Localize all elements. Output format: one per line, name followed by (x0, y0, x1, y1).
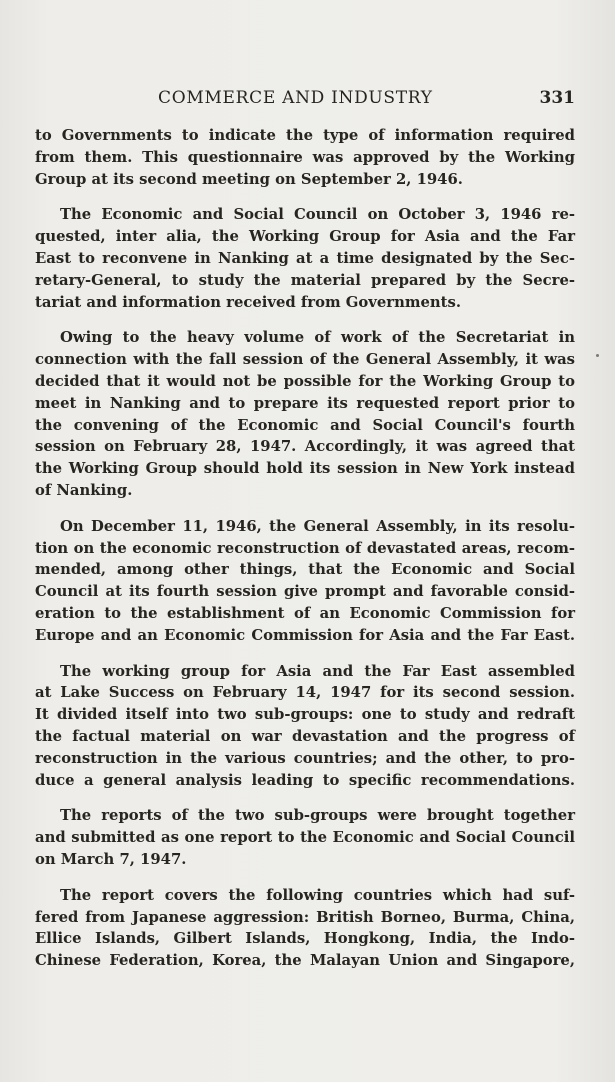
text-line: quested, inter alia, the Working Group for Asia and the Far (35, 228, 575, 246)
page-header (35, 88, 575, 114)
text-line: The reports of the two sub-groups were brought together (60, 807, 575, 825)
text-line: The working group for Asia and the Far East assembled (60, 662, 575, 680)
paragraph-7 (35, 885, 575, 972)
paragraph-5 (35, 661, 575, 792)
text-line: retary-General, to study the material prepared by the Secre- (35, 271, 575, 289)
text-line: the Working Group should hold its session in New York instead (35, 460, 575, 478)
text-line: the factual material on war devastation and the progress of (35, 727, 575, 745)
text-line: On December 11, 1946, the General Assembly, in its resolu- (60, 517, 575, 535)
running-title: COMMERCE AND INDUSTRY (158, 88, 433, 108)
text-line: Owing to the heavy volume of work of the Secretariat in (60, 329, 575, 347)
text-line: eration to the establishment of an Economic Commission for (35, 604, 575, 622)
text-line: to Governments to indicate the type of information required (35, 127, 575, 144)
text-line: duce a general analysis leading to specific recommendations. (35, 771, 575, 789)
text-line: The report covers the following countries which had suf- (60, 886, 575, 904)
text-line: Chinese Federation, Korea, the Malayan Union and Singapore, (35, 952, 575, 970)
text-line: decided that it would not be possible for the Working Group to (35, 372, 575, 390)
paper-speck (596, 354, 599, 357)
text-line: the convening of the Economic and Social Council's fourth (35, 416, 575, 434)
text-line: meet in Nanking and to prepare its requested report prior to (35, 394, 575, 412)
text-line: tion on the economic reconstruction of devastated areas, recom- (35, 539, 575, 557)
paragraph-1 (35, 125, 575, 190)
text-line: connection with the fall session of the General Assembly, it was (35, 351, 575, 369)
text-line: Group at its second meeting on September 2, 1946. (35, 170, 463, 188)
text-line: at Lake Success on February 14, 1947 for its second session. (35, 684, 575, 702)
text-line: fered from Japanese aggression: British Borneo, Burma, China, (35, 908, 575, 926)
text-line: Council at its fourth session give prompt and favorable consid- (35, 583, 575, 601)
text-line: from them. This questionnaire was approved by the Working (35, 148, 575, 166)
text-line: Ellice Islands, Gilbert Islands, Hongkong, India, the Indo- (35, 930, 575, 948)
text-line: of Nanking. (35, 481, 133, 499)
text-line: and submitted as one report to the Economic and Social Council (35, 829, 575, 847)
paragraph-4 (35, 516, 575, 647)
text-line: It divided itself into two sub-groups: one to study and redraft (35, 706, 575, 724)
text-line: session on February 28, 1947. Accordingly, it was agreed that (35, 438, 575, 456)
paragraph-6 (35, 805, 575, 870)
text-line: Europe and an Economic Commission for Asia and the Far East. (35, 626, 575, 644)
text-line: reconstruction in the various countries; and the other, to pro- (35, 749, 575, 767)
body-text (35, 125, 575, 986)
paragraph-2 (35, 204, 575, 313)
text-line: East to reconvene in Nanking at a time designated by the Sec- (35, 249, 575, 267)
text-line: mended, among other things, that the Economic and Social (35, 561, 575, 579)
paragraph-3 (35, 327, 575, 501)
text-line: The Economic and Social Council on October 3, 1946 re- (60, 206, 575, 224)
page-number: 331 (539, 88, 575, 108)
text-line: tariat and information received from Governments. (35, 293, 461, 311)
text-line: on March 7, 1947. (35, 850, 187, 868)
